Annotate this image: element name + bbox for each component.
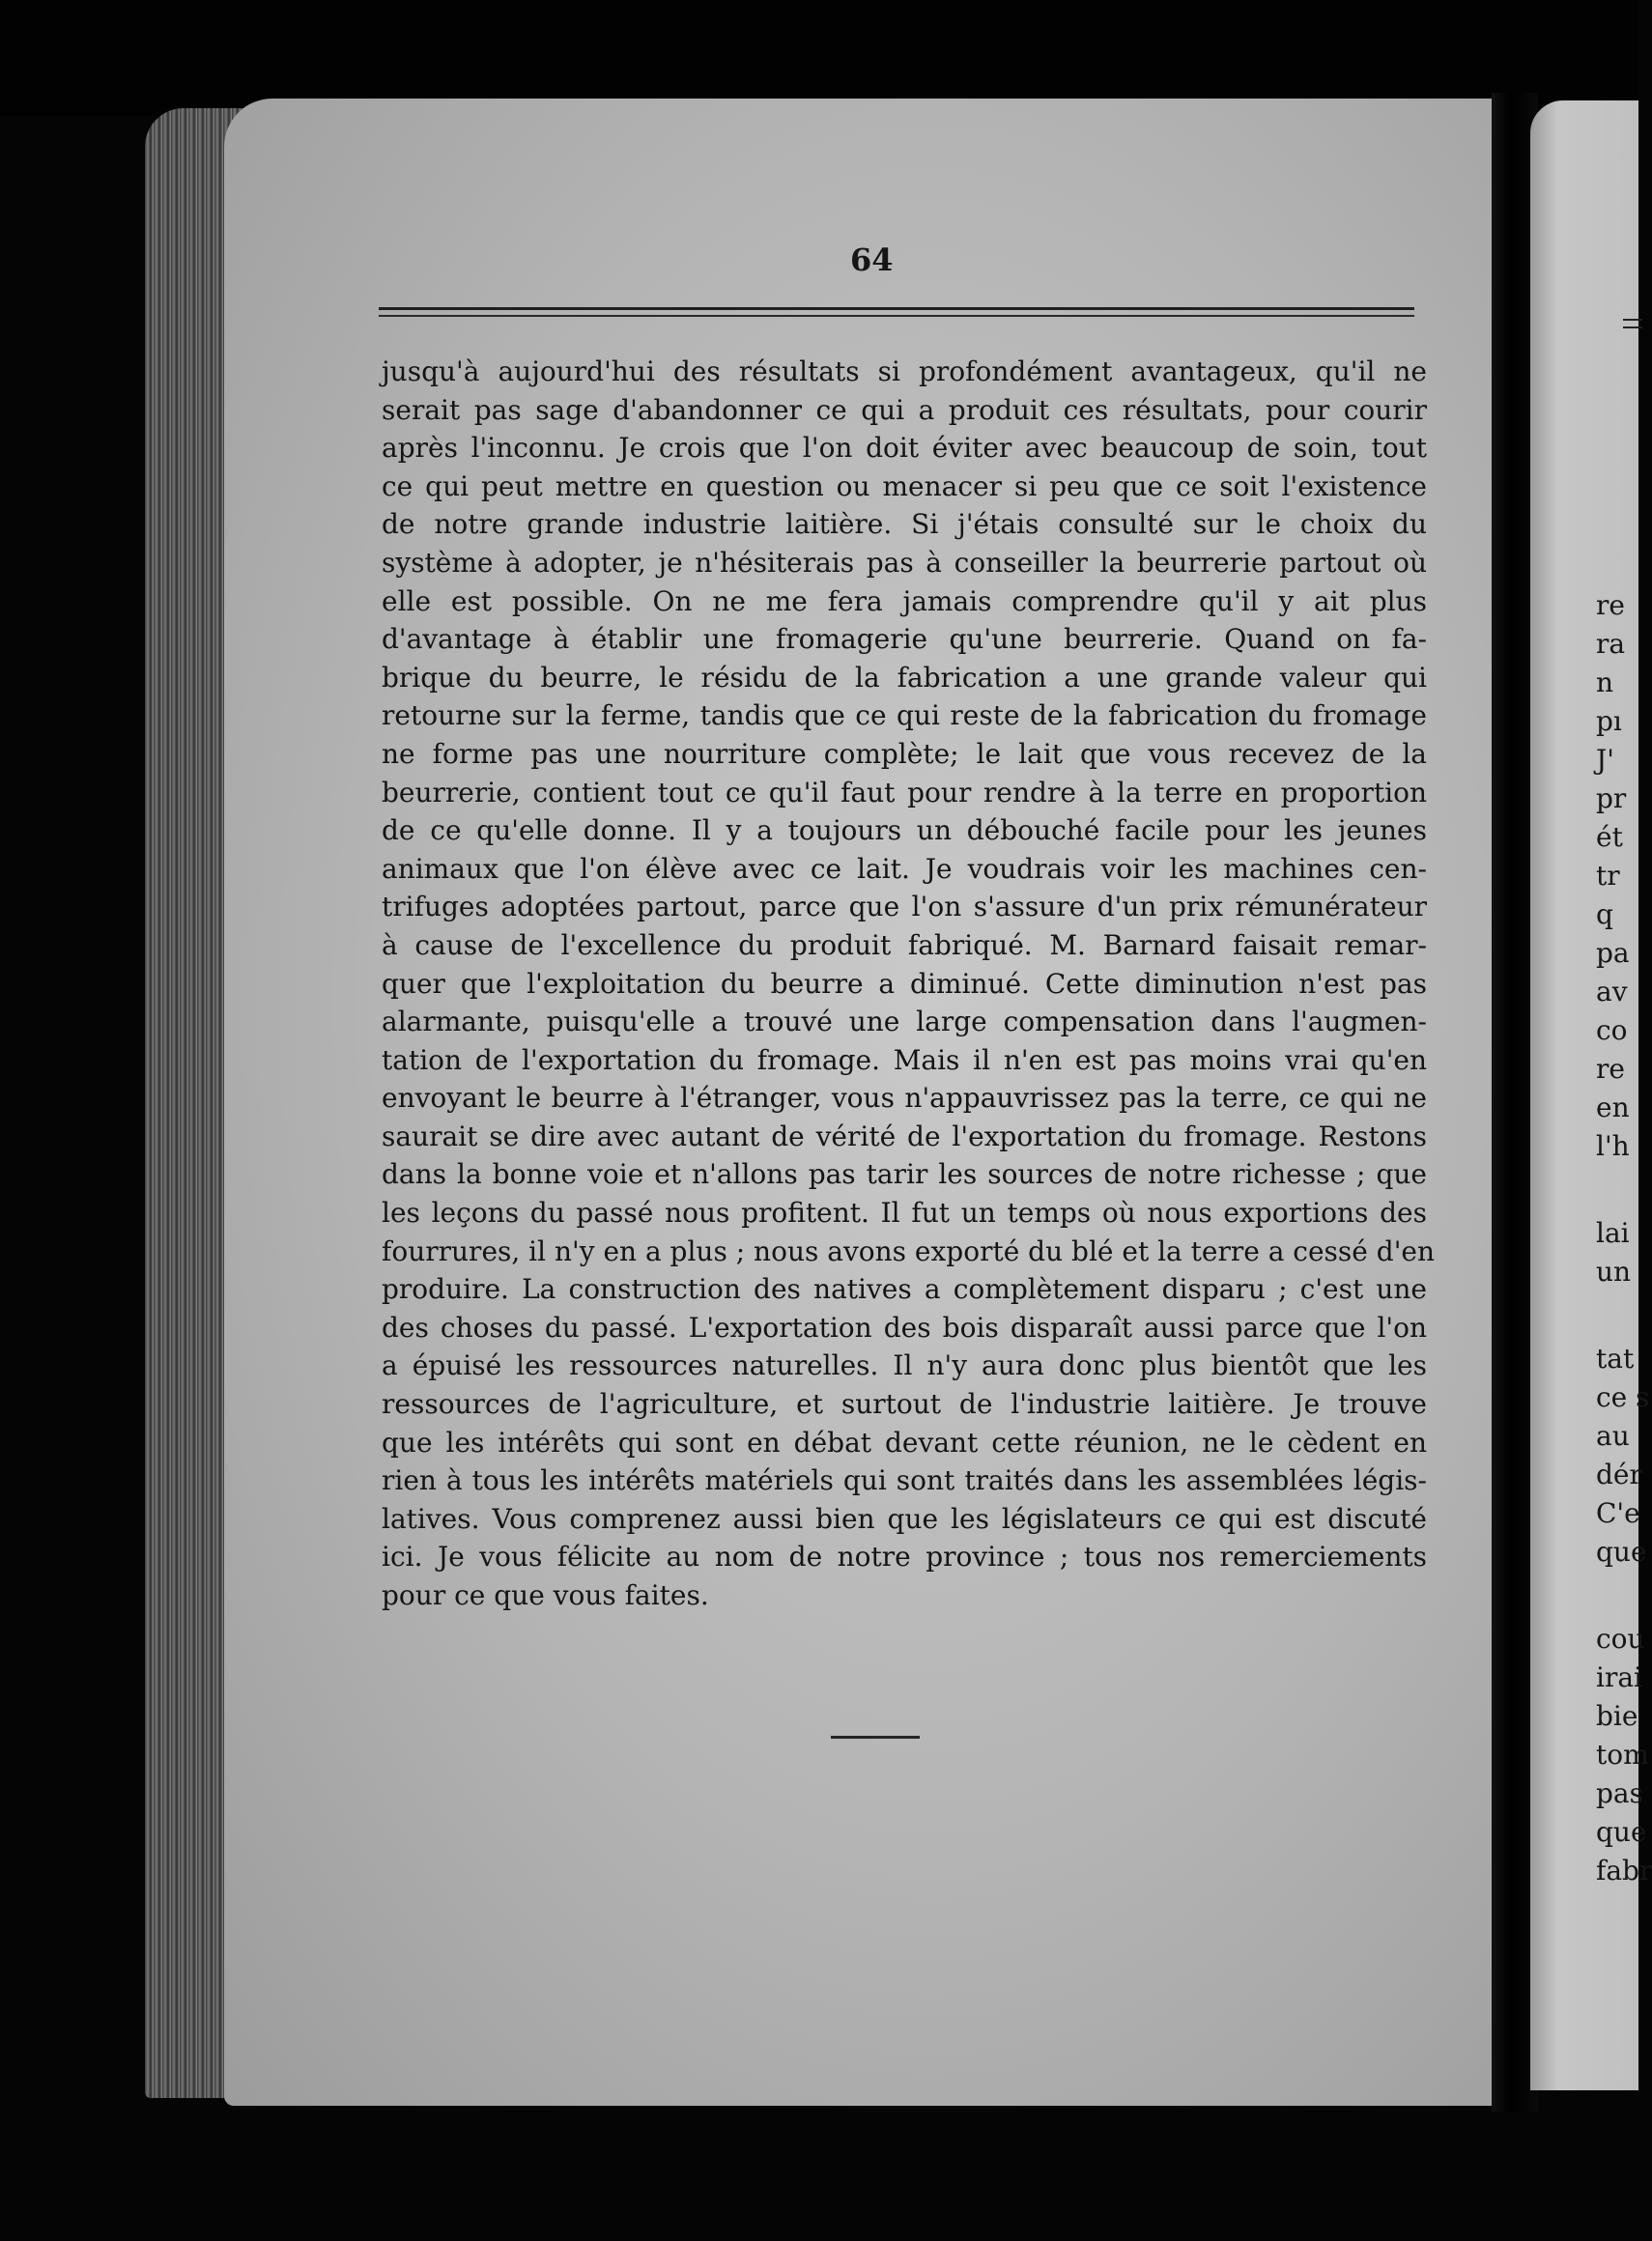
text-line: de ce qu'elle donne. Il y a toujours un débouché facile pour les jeunes — [382, 814, 1427, 847]
text-line: pour ce que vous faites. — [382, 1579, 709, 1611]
body-text — [382, 353, 1435, 1615]
facing-page-fragment: dér — [1596, 1459, 1642, 1490]
header-rule — [379, 307, 1414, 317]
facing-page-fragment: pı — [1596, 705, 1622, 737]
text-line: ce qui peut mettre en question ou menacer si peu que ce soit l'existence — [382, 469, 1427, 502]
text-line: a épuisé les ressources naturelles. Il n'y aura donc plus bientôt que les — [382, 1349, 1427, 1382]
text-line: rien à tous les intérêts matériels qui sont traités dans les assemblées légis- — [382, 1464, 1427, 1497]
text-line: latives. Vous comprenez aussi bien que les législateurs ce qui est discuté — [382, 1502, 1427, 1535]
text-line: serait pas sage d'abandonner ce qui a produit ces résultats, pour courir — [382, 393, 1427, 426]
text-line: système à adopter, je n'hésiterais pas à conseiller la beurrerie partout où — [382, 546, 1427, 579]
text-line: de notre grande industrie laitière. Si j'étais consulté sur le choix du — [382, 508, 1427, 541]
facing-page-fragment: en — [1596, 1092, 1630, 1123]
text-line: beurrerie, contient tout ce qu'il faut pour rendre à la terre en proportion — [382, 776, 1427, 808]
text-line: alarmante, puisqu'elle a trouvé une large compensation dans l'augmen- — [382, 1006, 1427, 1038]
text-line: animaux que l'on élève avec ce lait. Je voudrais voir les machines cen- — [382, 852, 1427, 885]
facing-page-header-rule — [1623, 319, 1642, 328]
facing-page-fragment: un — [1596, 1256, 1632, 1288]
text-line: trifuges adoptées partout, parce que l'on s'assure d'un prix rémunérateur — [382, 891, 1427, 923]
facing-page-fragment: re — [1596, 1053, 1625, 1085]
facing-page-fragment: ét — [1596, 821, 1623, 853]
text-line: ici. Je vous félicite au nom de notre province ; tous nos remerciements — [382, 1541, 1427, 1574]
facing-page-fragment: n — [1596, 667, 1614, 698]
facing-page-fragment: co — [1596, 1014, 1628, 1046]
facing-page-fragment: q — [1596, 898, 1613, 930]
facing-page-fragment: bie — [1596, 1700, 1638, 1732]
facing-page-fragment: l'h — [1596, 1130, 1630, 1162]
facing-page-fragment: tom — [1596, 1739, 1649, 1771]
text-line: des choses du passé. L'exportation des bois disparaît aussi parce que l'on — [382, 1311, 1427, 1344]
text-line: jusqu'à aujourd'hui des résultats si profondément avantageux, qu'il ne — [382, 355, 1427, 387]
facing-page-fragment: que — [1596, 1816, 1647, 1848]
text-line: quer que l'exploitation du beurre a diminué. Cette diminution n'est pas — [382, 967, 1427, 1000]
text-line: dans la bonne voie et n'allons pas tarir les sources de notre richesse ; que — [382, 1158, 1427, 1191]
facing-page-fragment: ra — [1596, 628, 1626, 660]
facing-page-fragment: C'e — [1596, 1497, 1640, 1529]
facing-page-fragment: au — [1596, 1420, 1630, 1452]
text-line: les leçons du passé nous profitent. Il fut un temps où nous exportions des — [382, 1197, 1427, 1230]
text-line: ne forme pas une nourriture complète; le lait que vous recevez de la — [382, 737, 1427, 770]
facing-page-fragment: irai — [1596, 1661, 1642, 1693]
facing-page-fragment: que — [1596, 1536, 1647, 1568]
text-line: d'avantage à établir une fromagerie qu'une beurrerie. Quand on fa- — [382, 623, 1427, 656]
facing-page-fragment: lai — [1596, 1217, 1630, 1249]
text-line: que les intérêts qui sont en débat devant cette réunion, ne le cèdent en — [382, 1426, 1427, 1459]
facing-page-fragment: ce s — [1596, 1381, 1650, 1413]
text-line: envoyant le beurre à l'étranger, vous n'appauvrissez pas la terre, ce qui ne — [382, 1082, 1427, 1115]
facing-page-fragment: pas — [1596, 1777, 1643, 1809]
text-line: saurait se dire avec autant de vérité de l'exportation du fromage. Restons — [382, 1120, 1427, 1152]
page-number: 64 — [850, 241, 894, 278]
facing-page-fragment: pr — [1596, 782, 1627, 814]
facing-page-fragment: av — [1596, 976, 1628, 1007]
text-line: à cause de l'excellence du produit fabriqué. M. Barnard faisait remar- — [382, 928, 1427, 961]
facing-page-fragment: pa — [1596, 937, 1630, 969]
facing-page-fragment: re — [1596, 589, 1625, 621]
text-line: brique du beurre, le résidu de la fabrication a une grande valeur qui — [382, 661, 1427, 694]
facing-page-fragment: fabr — [1596, 1855, 1652, 1886]
facing-page-fragment: cou — [1596, 1623, 1645, 1655]
text-line: ressources de l'agriculture, et surtout de l'industrie laitière. Je trouve — [382, 1388, 1427, 1421]
text-line: après l'inconnu. Je crois que l'on doit éviter avec beaucoup de soin, tout — [382, 432, 1427, 465]
section-end-rule — [831, 1736, 920, 1739]
facing-page-fragment: tr — [1596, 860, 1620, 892]
text-line: retourne sur la ferme, tandis que ce qui reste de la fabrication du fromage — [382, 699, 1427, 732]
text-line: fourrures, il n'y en a plus ; nous avons exporté du blé et la terre a cessé d'en — [382, 1234, 1435, 1267]
facing-page-fragment: J' — [1596, 744, 1614, 776]
text-line: tation de l'exportation du fromage. Mais il n'en est pas moins vrai qu'en — [382, 1043, 1427, 1076]
text-line: produire. La construction des natives a complètement disparu ; c'est une — [382, 1273, 1427, 1306]
text-line: elle est possible. On ne me fera jamais comprendre qu'il y ait plus — [382, 584, 1427, 617]
facing-page-fragment: tat — [1596, 1343, 1635, 1375]
